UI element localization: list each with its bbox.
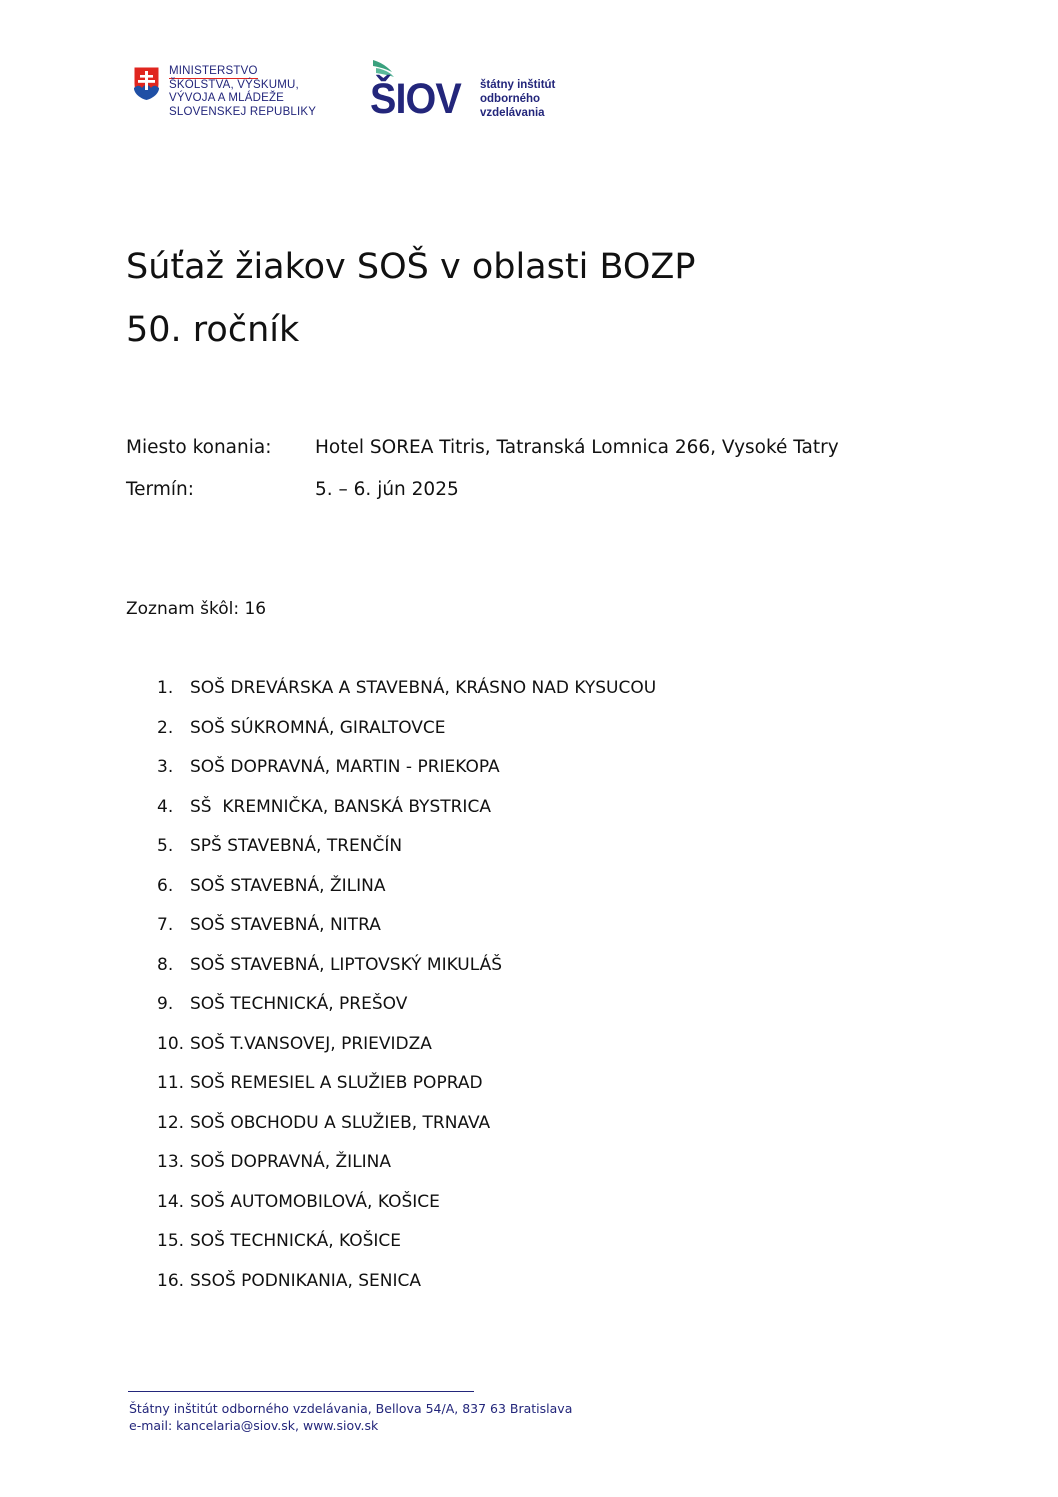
ministry-line-3: VÝVOJA A MLÁDEŽE [169, 92, 285, 105]
ministry-name [169, 65, 316, 119]
info-label: Termín: [126, 479, 194, 500]
list-item-name: SOŠ OBCHODU A SLUŽIEB, TRNAVA [190, 1112, 491, 1133]
info-value: Hotel SOREA Titris, Tatranská Lomnica 266, Vysoké Tatry [315, 437, 839, 458]
list-item-name: SOŠ DOPRAVNÁ, MARTIN - PRIEKOPA [190, 757, 500, 777]
list-item-name: SOŠ TECHNICKÁ, PREŠOV [190, 994, 408, 1014]
list-item-number: 16. [157, 1270, 185, 1291]
siov-sub-line-1: štátny inštitút [480, 79, 556, 91]
footer-contact: e-mail: kancelaria@siov.sk, www.siov.sk [129, 1418, 379, 1433]
siov-wordmark: ŠIOV [370, 75, 461, 123]
list-item-name: SOŠ TECHNICKÁ, KOŠICE [190, 1231, 402, 1251]
siov-sub-line-2: odborného [480, 93, 541, 105]
document-title: Súťaž žiakov SOŠ v oblasti BOZP [126, 247, 696, 287]
footer-divider [128, 1391, 474, 1392]
slovak-coat-of-arms-icon [133, 66, 160, 101]
list-item-name: SOŠ SÚKROMNÁ, GIRALTOVCE [190, 717, 446, 738]
siov-sub-line-3: vzdelávania [480, 107, 545, 119]
schools-count: Zoznam škôl: 16 [126, 599, 267, 619]
header-logos [133, 58, 633, 124]
list-item-number: 12. [157, 1112, 185, 1133]
list-item-name: SOŠ STAVEBNÁ, ŽILINA [190, 875, 386, 896]
ministry-line-1: MINISTERSTVO [169, 65, 258, 79]
list-item-number: 1. [157, 678, 174, 698]
ministry-line-4: SLOVENSKEJ REPUBLIKY [169, 105, 317, 118]
list-item-name: SOŠ T.VANSOVEJ, PRIEVIDZA [190, 1033, 432, 1054]
info-label: Miesto konania: [126, 437, 272, 458]
list-item-name: SOŠ AUTOMOBILOVÁ, KOŠICE [190, 1191, 440, 1212]
list-item-number: 9. [157, 994, 174, 1014]
list-item-name: SOŠ DREVÁRSKA A STAVEBNÁ, KRÁSNO NAD KYSUCOU [190, 678, 657, 698]
list-item-name: SPŠ STAVEBNÁ, TRENČÍN [190, 836, 403, 856]
list-item-number: 10. [157, 1033, 185, 1054]
ministry-line-2: ŠKOLSTVA, VÝSKUMU, [169, 79, 299, 92]
list-item-number: 15. [157, 1231, 185, 1251]
list-item-name: SOŠ DOPRAVNÁ, ŽILINA [190, 1152, 392, 1172]
list-item-name: SŠ KREMNIČKA, BANSKÁ BYSTRICA [190, 796, 491, 817]
list-item-name: SSOŠ PODNIKANIA, SENICA [190, 1270, 422, 1291]
list-item-name: SOŠ REMESIEL A SLUŽIEB POPRAD [190, 1073, 483, 1093]
ministry-logo [133, 66, 323, 122]
list-item-number: 3. [157, 757, 174, 777]
list-item-name: SOŠ STAVEBNÁ, LIPTOVSKÝ MIKULÁŠ [190, 954, 503, 975]
siov-subtitle [480, 78, 555, 120]
footer-address: Štátny inštitút odborného vzdelávania, Bellova 54/A, 837 63 Bratislava [129, 1401, 573, 1416]
list-item-number: 13. [157, 1152, 185, 1172]
list-item-number: 7. [157, 915, 174, 935]
list-item-number: 5. [157, 836, 174, 856]
list-item-number: 14. [157, 1191, 185, 1212]
list-item-name: SOŠ STAVEBNÁ, NITRA [190, 915, 381, 935]
list-item-number: 2. [157, 717, 174, 738]
siov-logo [370, 58, 570, 124]
info-value: 5. – 6. jún 2025 [315, 479, 459, 500]
list-item-number: 6. [157, 875, 174, 896]
list-item-number: 8. [157, 954, 174, 975]
document-subtitle: 50. ročník [126, 310, 300, 350]
footer [129, 1400, 572, 1434]
list-item-number: 11. [157, 1073, 185, 1093]
list-item-number: 4. [157, 796, 174, 817]
